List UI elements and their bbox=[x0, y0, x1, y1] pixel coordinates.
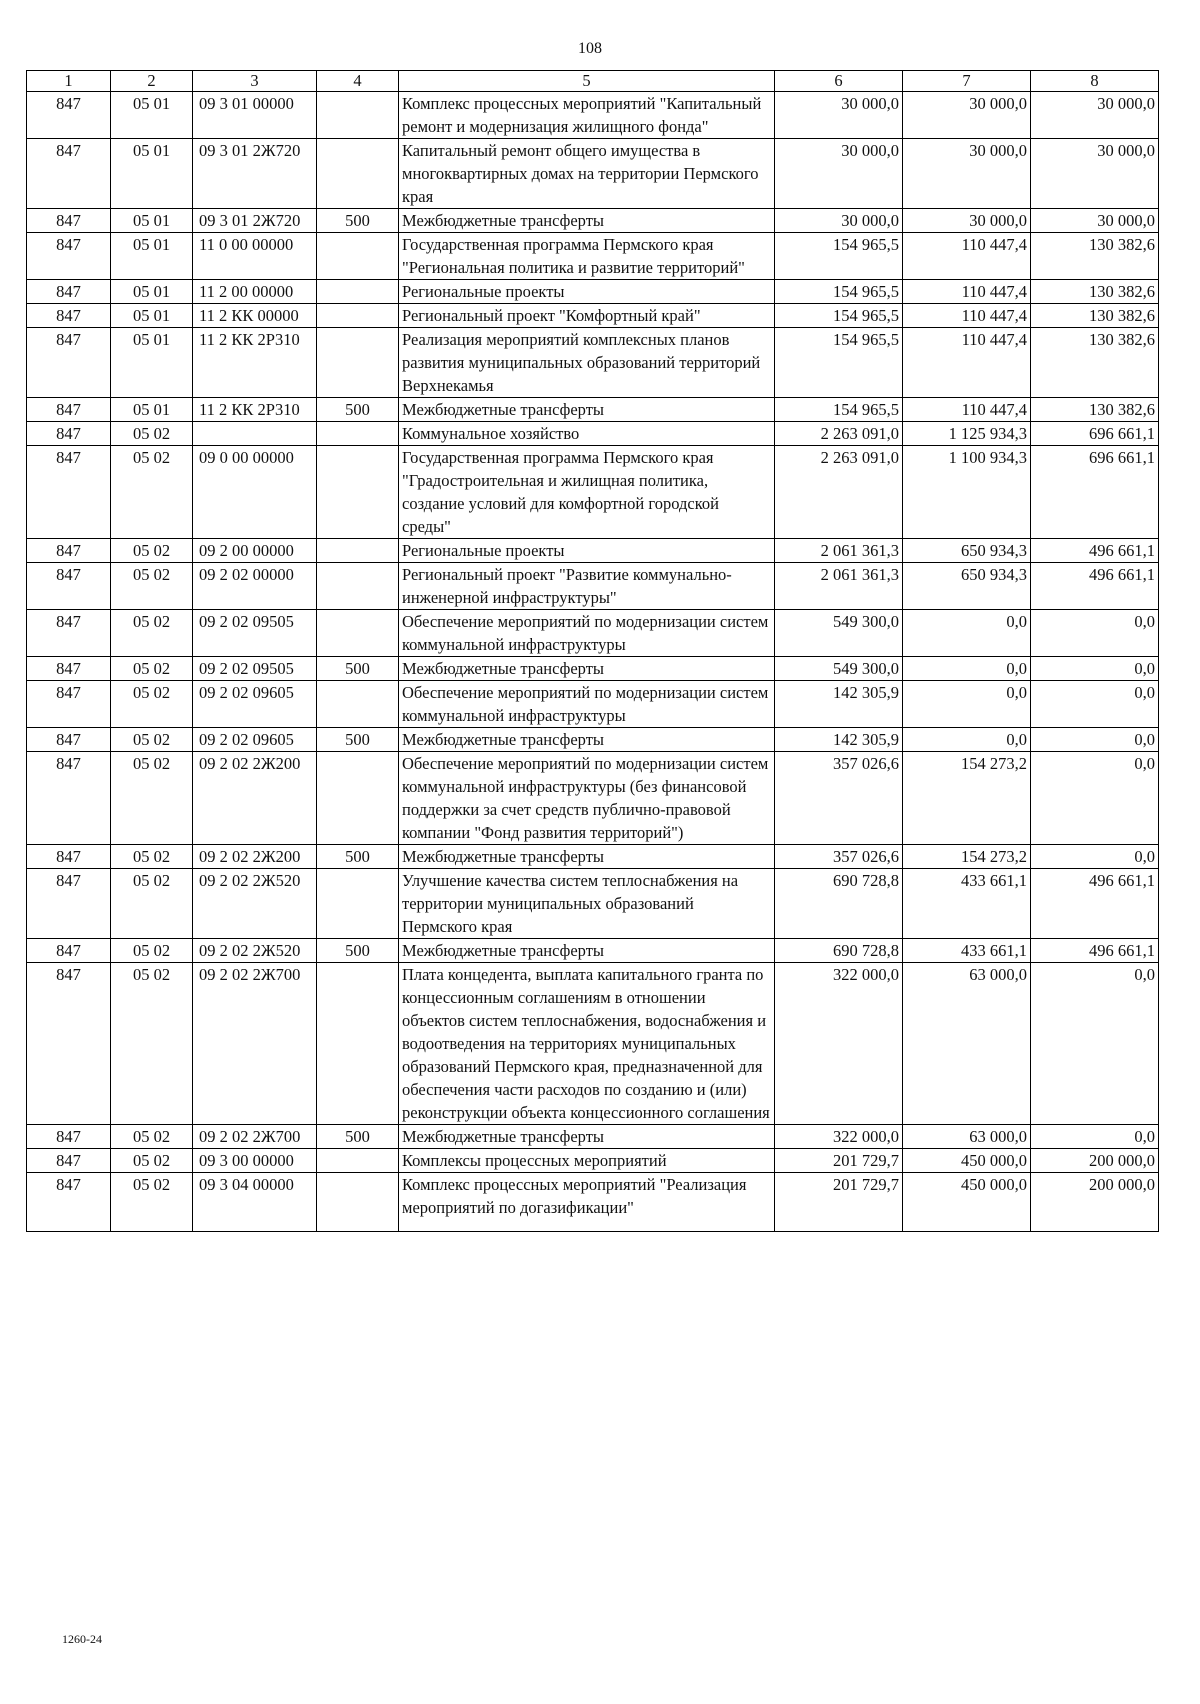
section-code-cell: 05 01 bbox=[111, 304, 193, 328]
table-row bbox=[27, 422, 1159, 446]
description-cell: Региональный проект "Развитие коммунально-инженерной инфраструктуры" bbox=[399, 563, 775, 610]
amount-2026-cell: 0,0 bbox=[1031, 657, 1159, 681]
admin-code-cell: 847 bbox=[27, 280, 111, 304]
amount-2024-cell: 357 026,6 bbox=[775, 752, 903, 845]
admin-code-cell: 847 bbox=[27, 728, 111, 752]
description-cell: Коммунальное хозяйство bbox=[399, 422, 775, 446]
section-code-cell: 05 02 bbox=[111, 728, 193, 752]
description-cell: Обеспечение мероприятий по модернизации систем коммунальной инфраструктуры bbox=[399, 681, 775, 728]
description-cell: Межбюджетные трансферты bbox=[399, 398, 775, 422]
description-cell: Реализация мероприятий комплексных планов развития муниципальных образований территорий Верхнекамья bbox=[399, 328, 775, 398]
column-header: 5 bbox=[399, 71, 775, 92]
target-code-cell: 09 3 04 00000 bbox=[193, 1173, 317, 1232]
admin-code-cell: 847 bbox=[27, 304, 111, 328]
table-row bbox=[27, 869, 1159, 939]
section-code-cell: 05 02 bbox=[111, 845, 193, 869]
section-code-cell: 05 02 bbox=[111, 1173, 193, 1232]
amount-2025-cell: 110 447,4 bbox=[903, 398, 1031, 422]
target-code-cell: 09 2 02 2Ж520 bbox=[193, 939, 317, 963]
table-row bbox=[27, 1173, 1159, 1232]
target-code-cell: 09 2 02 09605 bbox=[193, 681, 317, 728]
target-code-cell: 09 0 00 00000 bbox=[193, 446, 317, 539]
target-code-cell: 09 2 02 09505 bbox=[193, 657, 317, 681]
table-row bbox=[27, 752, 1159, 845]
target-code-cell: 09 2 02 09605 bbox=[193, 728, 317, 752]
table-row bbox=[27, 845, 1159, 869]
amount-2024-cell: 690 728,8 bbox=[775, 939, 903, 963]
amount-2026-cell: 0,0 bbox=[1031, 963, 1159, 1125]
description-cell: Межбюджетные трансферты bbox=[399, 1125, 775, 1149]
description-cell: Региональный проект "Комфортный край" bbox=[399, 304, 775, 328]
amount-2024-cell: 142 305,9 bbox=[775, 728, 903, 752]
amount-2025-cell: 433 661,1 bbox=[903, 869, 1031, 939]
section-code-cell: 05 01 bbox=[111, 139, 193, 209]
description-cell: Обеспечение мероприятий по модернизации систем коммунальной инфраструктуры (без финансовой поддержки за счет средств публично-правовой компании "Фонд развития территорий") bbox=[399, 752, 775, 845]
table-row bbox=[27, 610, 1159, 657]
expense-type-cell bbox=[317, 539, 399, 563]
target-code-cell: 09 2 02 2Ж200 bbox=[193, 845, 317, 869]
description-cell: Региональные проекты bbox=[399, 539, 775, 563]
column-header: 4 bbox=[317, 71, 399, 92]
section-code-cell: 05 02 bbox=[111, 563, 193, 610]
amount-2025-cell: 154 273,2 bbox=[903, 752, 1031, 845]
amount-2024-cell: 2 061 361,3 bbox=[775, 539, 903, 563]
amount-2026-cell: 0,0 bbox=[1031, 610, 1159, 657]
expense-type-cell bbox=[317, 1149, 399, 1173]
table-row bbox=[27, 398, 1159, 422]
amount-2025-cell: 110 447,4 bbox=[903, 280, 1031, 304]
amount-2025-cell: 0,0 bbox=[903, 728, 1031, 752]
description-cell: Межбюджетные трансферты bbox=[399, 845, 775, 869]
description-cell: Межбюджетные трансферты bbox=[399, 657, 775, 681]
table-row bbox=[27, 563, 1159, 610]
amount-2026-cell: 130 382,6 bbox=[1031, 304, 1159, 328]
section-code-cell: 05 02 bbox=[111, 610, 193, 657]
amount-2026-cell: 30 000,0 bbox=[1031, 92, 1159, 139]
section-code-cell: 05 02 bbox=[111, 1149, 193, 1173]
admin-code-cell: 847 bbox=[27, 681, 111, 728]
expense-type-cell bbox=[317, 233, 399, 280]
amount-2024-cell: 357 026,6 bbox=[775, 845, 903, 869]
admin-code-cell: 847 bbox=[27, 233, 111, 280]
page-number: 108 bbox=[578, 40, 602, 57]
expense-type-cell bbox=[317, 610, 399, 657]
amount-2025-cell: 30 000,0 bbox=[903, 139, 1031, 209]
description-cell: Региональные проекты bbox=[399, 280, 775, 304]
admin-code-cell: 847 bbox=[27, 610, 111, 657]
target-code-cell: 11 2 КК 00000 bbox=[193, 304, 317, 328]
amount-2025-cell: 0,0 bbox=[903, 610, 1031, 657]
amount-2025-cell: 63 000,0 bbox=[903, 1125, 1031, 1149]
description-cell: Государственная программа Пермского края "Региональная политика и развитие территорий" bbox=[399, 233, 775, 280]
section-code-cell: 05 02 bbox=[111, 752, 193, 845]
amount-2024-cell: 322 000,0 bbox=[775, 1125, 903, 1149]
expense-type-cell bbox=[317, 422, 399, 446]
amount-2026-cell: 496 661,1 bbox=[1031, 869, 1159, 939]
amount-2025-cell: 30 000,0 bbox=[903, 92, 1031, 139]
expense-type-cell: 500 bbox=[317, 398, 399, 422]
amount-2025-cell: 650 934,3 bbox=[903, 539, 1031, 563]
expense-type-cell: 500 bbox=[317, 209, 399, 233]
amount-2024-cell: 154 965,5 bbox=[775, 304, 903, 328]
amount-2026-cell: 200 000,0 bbox=[1031, 1173, 1159, 1232]
expense-type-cell bbox=[317, 304, 399, 328]
header-row bbox=[27, 71, 1159, 92]
admin-code-cell: 847 bbox=[27, 422, 111, 446]
target-code-cell: 09 3 01 2Ж720 bbox=[193, 139, 317, 209]
amount-2025-cell: 650 934,3 bbox=[903, 563, 1031, 610]
amount-2025-cell: 30 000,0 bbox=[903, 209, 1031, 233]
section-code-cell: 05 01 bbox=[111, 233, 193, 280]
section-code-cell: 05 02 bbox=[111, 657, 193, 681]
target-code-cell: 11 2 КК 2Р310 bbox=[193, 398, 317, 422]
expense-type-cell bbox=[317, 563, 399, 610]
expense-type-cell bbox=[317, 869, 399, 939]
column-header: 2 bbox=[111, 71, 193, 92]
admin-code-cell: 847 bbox=[27, 563, 111, 610]
amount-2024-cell: 142 305,9 bbox=[775, 681, 903, 728]
description-cell: Комплекс процессных мероприятий "Реализация мероприятий по догазификации" bbox=[399, 1173, 775, 1232]
admin-code-cell: 847 bbox=[27, 1125, 111, 1149]
amount-2024-cell: 322 000,0 bbox=[775, 963, 903, 1125]
amount-2024-cell: 30 000,0 bbox=[775, 209, 903, 233]
target-code-cell: 09 2 02 09505 bbox=[193, 610, 317, 657]
amount-2026-cell: 130 382,6 bbox=[1031, 233, 1159, 280]
amount-2026-cell: 130 382,6 bbox=[1031, 398, 1159, 422]
target-code-cell: 11 2 КК 2Р310 bbox=[193, 328, 317, 398]
table-row bbox=[27, 446, 1159, 539]
column-header: 3 bbox=[193, 71, 317, 92]
section-code-cell: 05 01 bbox=[111, 280, 193, 304]
admin-code-cell: 847 bbox=[27, 139, 111, 209]
table-row bbox=[27, 280, 1159, 304]
column-header: 6 bbox=[775, 71, 903, 92]
amount-2026-cell: 200 000,0 bbox=[1031, 1149, 1159, 1173]
amount-2024-cell: 690 728,8 bbox=[775, 869, 903, 939]
target-code-cell: 09 2 02 2Ж520 bbox=[193, 869, 317, 939]
target-code-cell: 09 2 00 00000 bbox=[193, 539, 317, 563]
amount-2024-cell: 30 000,0 bbox=[775, 92, 903, 139]
target-code-cell bbox=[193, 422, 317, 446]
amount-2026-cell: 496 661,1 bbox=[1031, 563, 1159, 610]
admin-code-cell: 847 bbox=[27, 446, 111, 539]
expense-type-cell bbox=[317, 752, 399, 845]
section-code-cell: 05 01 bbox=[111, 328, 193, 398]
amount-2024-cell: 154 965,5 bbox=[775, 280, 903, 304]
admin-code-cell: 847 bbox=[27, 539, 111, 563]
amount-2025-cell: 110 447,4 bbox=[903, 304, 1031, 328]
amount-2024-cell: 154 965,5 bbox=[775, 328, 903, 398]
section-code-cell: 05 02 bbox=[111, 963, 193, 1125]
target-code-cell: 09 2 02 2Ж700 bbox=[193, 963, 317, 1125]
table-row bbox=[27, 681, 1159, 728]
amount-2025-cell: 450 000,0 bbox=[903, 1173, 1031, 1232]
admin-code-cell: 847 bbox=[27, 869, 111, 939]
budget-table bbox=[26, 70, 1159, 1232]
amount-2025-cell: 433 661,1 bbox=[903, 939, 1031, 963]
expense-type-cell bbox=[317, 139, 399, 209]
description-cell: Межбюджетные трансферты bbox=[399, 209, 775, 233]
amount-2024-cell: 2 263 091,0 bbox=[775, 446, 903, 539]
amount-2026-cell: 496 661,1 bbox=[1031, 539, 1159, 563]
target-code-cell: 09 2 02 2Ж200 bbox=[193, 752, 317, 845]
table-row bbox=[27, 939, 1159, 963]
section-code-cell: 05 01 bbox=[111, 92, 193, 139]
table-row bbox=[27, 233, 1159, 280]
admin-code-cell: 847 bbox=[27, 92, 111, 139]
table-row bbox=[27, 539, 1159, 563]
admin-code-cell: 847 bbox=[27, 657, 111, 681]
description-cell: Межбюджетные трансферты bbox=[399, 939, 775, 963]
amount-2026-cell: 496 661,1 bbox=[1031, 939, 1159, 963]
amount-2024-cell: 154 965,5 bbox=[775, 398, 903, 422]
column-header: 7 bbox=[903, 71, 1031, 92]
amount-2026-cell: 130 382,6 bbox=[1031, 328, 1159, 398]
expense-type-cell: 500 bbox=[317, 657, 399, 681]
description-cell: Улучшение качества систем теплоснабжения на территории муниципальных образований Пермского края bbox=[399, 869, 775, 939]
admin-code-cell: 847 bbox=[27, 1149, 111, 1173]
amount-2024-cell: 201 729,7 bbox=[775, 1173, 903, 1232]
expense-type-cell bbox=[317, 681, 399, 728]
table-row bbox=[27, 657, 1159, 681]
table-row bbox=[27, 328, 1159, 398]
amount-2026-cell: 0,0 bbox=[1031, 681, 1159, 728]
section-code-cell: 05 02 bbox=[111, 422, 193, 446]
expense-type-cell bbox=[317, 1173, 399, 1232]
expense-type-cell bbox=[317, 328, 399, 398]
table-row bbox=[27, 304, 1159, 328]
section-code-cell: 05 02 bbox=[111, 869, 193, 939]
section-code-cell: 05 01 bbox=[111, 398, 193, 422]
admin-code-cell: 847 bbox=[27, 209, 111, 233]
description-cell: Плата концедента, выплата капитального гранта по концессионным соглашениям в отношении объектов систем теплоснабжения, водоснабжения и водоотведения на территориях муниципальных образований Пермского края, предназначенной для обеспечения части расходов по созданию и (или) реконструкции объекта концессионного соглашения bbox=[399, 963, 775, 1125]
amount-2024-cell: 549 300,0 bbox=[775, 610, 903, 657]
amount-2025-cell: 450 000,0 bbox=[903, 1149, 1031, 1173]
target-code-cell: 09 3 00 00000 bbox=[193, 1149, 317, 1173]
table-row bbox=[27, 1149, 1159, 1173]
amount-2025-cell: 1 125 934,3 bbox=[903, 422, 1031, 446]
expense-type-cell bbox=[317, 963, 399, 1125]
expense-type-cell: 500 bbox=[317, 728, 399, 752]
section-code-cell: 05 02 bbox=[111, 939, 193, 963]
amount-2024-cell: 2 263 091,0 bbox=[775, 422, 903, 446]
table-row bbox=[27, 963, 1159, 1125]
amount-2026-cell: 696 661,1 bbox=[1031, 446, 1159, 539]
amount-2026-cell: 696 661,1 bbox=[1031, 422, 1159, 446]
target-code-cell: 09 2 02 00000 bbox=[193, 563, 317, 610]
expense-type-cell bbox=[317, 92, 399, 139]
amount-2024-cell: 201 729,7 bbox=[775, 1149, 903, 1173]
description-cell: Комплекс процессных мероприятий "Капитальный ремонт и модернизация жилищного фонда" bbox=[399, 92, 775, 139]
expense-type-cell: 500 bbox=[317, 939, 399, 963]
table-row bbox=[27, 209, 1159, 233]
footer-code: 1260-24 bbox=[62, 1632, 102, 1646]
amount-2026-cell: 30 000,0 bbox=[1031, 139, 1159, 209]
table-row bbox=[27, 139, 1159, 209]
expense-type-cell: 500 bbox=[317, 1125, 399, 1149]
target-code-cell: 11 2 00 00000 bbox=[193, 280, 317, 304]
table-row bbox=[27, 1125, 1159, 1149]
amount-2026-cell: 0,0 bbox=[1031, 728, 1159, 752]
column-header: 1 bbox=[27, 71, 111, 92]
amount-2024-cell: 2 061 361,3 bbox=[775, 563, 903, 610]
amount-2026-cell: 0,0 bbox=[1031, 752, 1159, 845]
amount-2025-cell: 63 000,0 bbox=[903, 963, 1031, 1125]
description-cell: Капитальный ремонт общего имущества в многоквартирных домах на территории Пермского края bbox=[399, 139, 775, 209]
description-cell: Комплексы процессных мероприятий bbox=[399, 1149, 775, 1173]
section-code-cell: 05 02 bbox=[111, 1125, 193, 1149]
amount-2025-cell: 110 447,4 bbox=[903, 233, 1031, 280]
target-code-cell: 11 0 00 00000 bbox=[193, 233, 317, 280]
expense-type-cell bbox=[317, 280, 399, 304]
description-cell: Обеспечение мероприятий по модернизации систем коммунальной инфраструктуры bbox=[399, 610, 775, 657]
admin-code-cell: 847 bbox=[27, 1173, 111, 1232]
amount-2025-cell: 1 100 934,3 bbox=[903, 446, 1031, 539]
amount-2026-cell: 30 000,0 bbox=[1031, 209, 1159, 233]
amount-2025-cell: 0,0 bbox=[903, 681, 1031, 728]
section-code-cell: 05 01 bbox=[111, 209, 193, 233]
expense-type-cell bbox=[317, 446, 399, 539]
description-cell: Межбюджетные трансферты bbox=[399, 728, 775, 752]
expense-type-cell: 500 bbox=[317, 845, 399, 869]
table-row bbox=[27, 728, 1159, 752]
admin-code-cell: 847 bbox=[27, 939, 111, 963]
target-code-cell: 09 3 01 00000 bbox=[193, 92, 317, 139]
amount-2024-cell: 154 965,5 bbox=[775, 233, 903, 280]
amount-2024-cell: 549 300,0 bbox=[775, 657, 903, 681]
target-code-cell: 09 3 01 2Ж720 bbox=[193, 209, 317, 233]
description-cell: Государственная программа Пермского края "Градостроительная и жилищная политика, создание условий для комфортной городской среды" bbox=[399, 446, 775, 539]
admin-code-cell: 847 bbox=[27, 845, 111, 869]
amount-2026-cell: 130 382,6 bbox=[1031, 280, 1159, 304]
target-code-cell: 09 2 02 2Ж700 bbox=[193, 1125, 317, 1149]
admin-code-cell: 847 bbox=[27, 328, 111, 398]
amount-2025-cell: 0,0 bbox=[903, 657, 1031, 681]
amount-2025-cell: 154 273,2 bbox=[903, 845, 1031, 869]
amount-2026-cell: 0,0 bbox=[1031, 845, 1159, 869]
table-row bbox=[27, 92, 1159, 139]
amount-2025-cell: 110 447,4 bbox=[903, 328, 1031, 398]
amount-2026-cell: 0,0 bbox=[1031, 1125, 1159, 1149]
section-code-cell: 05 02 bbox=[111, 446, 193, 539]
column-header: 8 bbox=[1031, 71, 1159, 92]
admin-code-cell: 847 bbox=[27, 963, 111, 1125]
admin-code-cell: 847 bbox=[27, 398, 111, 422]
admin-code-cell: 847 bbox=[27, 752, 111, 845]
amount-2024-cell: 30 000,0 bbox=[775, 139, 903, 209]
section-code-cell: 05 02 bbox=[111, 539, 193, 563]
section-code-cell: 05 02 bbox=[111, 681, 193, 728]
